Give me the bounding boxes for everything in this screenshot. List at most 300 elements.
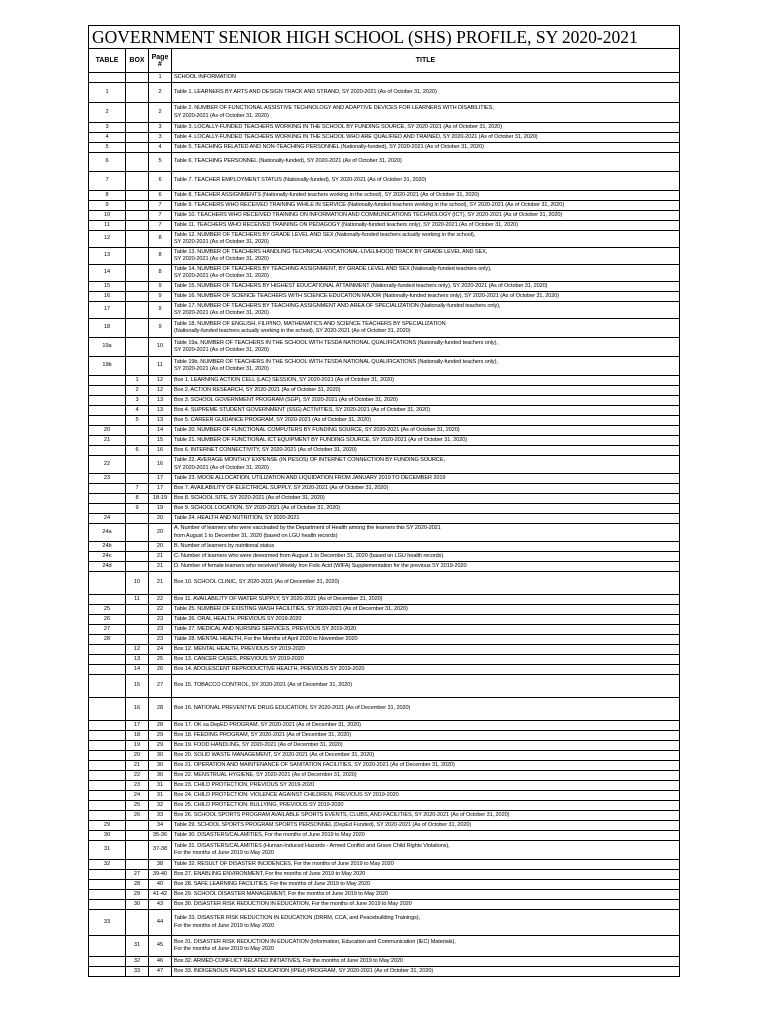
row-page-number: 34 xyxy=(149,821,172,831)
row-title: Box 6. INTERNET CONNECTIVITY, SY 2020-2021 (As of October 31, 2020) xyxy=(172,446,680,456)
row-table-number xyxy=(89,572,126,595)
row-box-number xyxy=(126,123,149,133)
row-box-number: 22 xyxy=(126,771,149,781)
row-table-number xyxy=(89,645,126,655)
row-box-number: 9 xyxy=(126,504,149,514)
table-row xyxy=(89,801,680,811)
row-table-number: 2 xyxy=(89,103,126,123)
row-page-number: 19 xyxy=(149,504,172,514)
table-row xyxy=(89,572,680,595)
row-page-number: 41-42 xyxy=(149,890,172,900)
row-table-number: 19b xyxy=(89,357,126,376)
table-row xyxy=(89,338,680,357)
table-row xyxy=(89,357,680,376)
row-title: Table 12. NUMBER OF TEACHERS BY GRADE LEVEL AND SEX (Nationally-funded teachers actually working in the school), SY 2020-2021 (As of October 31, 2020) xyxy=(172,231,680,248)
row-table-number xyxy=(89,73,126,83)
row-title: Table 15. NUMBER OF TEACHERS BY HIGHEST EDUCATIONAL ATTAINMENT (Nationally-funded teachers only), SY 2020-2021 (As of October 31, 2020) xyxy=(172,282,680,292)
row-page-number: 4 xyxy=(149,143,172,153)
header-title: TITLE xyxy=(172,49,680,73)
row-table-number: 9 xyxy=(89,201,126,211)
row-table-number: 8 xyxy=(89,191,126,201)
row-page-number: 1 xyxy=(149,73,172,83)
row-table-number: 29 xyxy=(89,821,126,831)
row-title: Box 12. MENTAL HEALTH, PREVIOUS SY 2019-2020 xyxy=(172,645,680,655)
row-page-number: 29 xyxy=(149,741,172,751)
row-title: Box 17. OK sa DepED PROGRAM, SY 2020-2021 (As of December 31, 2020) xyxy=(172,721,680,731)
row-box-number xyxy=(126,248,149,265)
row-table-number xyxy=(89,801,126,811)
row-title: Box 8. SCHOOL SITE, SY 2020-2021 (As of October 31, 2020) xyxy=(172,494,680,504)
row-box-number xyxy=(126,456,149,474)
row-page-number: 18-19 xyxy=(149,494,172,504)
row-box-number: 8 xyxy=(126,494,149,504)
table-row xyxy=(89,967,680,977)
row-table-number xyxy=(89,751,126,761)
row-box-number: 7 xyxy=(126,484,149,494)
row-page-number: 12 xyxy=(149,376,172,386)
row-table-number: 28 xyxy=(89,635,126,645)
row-title: Box 20. SOLID WASTE MANAGEMENT, SY 2020-2021 (As of December 31, 2020) xyxy=(172,751,680,761)
row-title: C. Number of learners who were dewormed from August 1 to December 31, 2020 (based on LGU health records) xyxy=(172,552,680,562)
row-page-number: 47 xyxy=(149,967,172,977)
row-table-number xyxy=(89,655,126,665)
row-title: Box 13. CANCER CASES, PREVIOUS SY 2019-2020 xyxy=(172,655,680,665)
table-row xyxy=(89,595,680,605)
table-row xyxy=(89,698,680,721)
table-row xyxy=(89,265,680,282)
row-box-number xyxy=(126,605,149,615)
row-box-number xyxy=(126,542,149,552)
row-table-number xyxy=(89,731,126,741)
row-table-number xyxy=(89,741,126,751)
row-table-number xyxy=(89,870,126,880)
row-box-number xyxy=(126,831,149,841)
table-row xyxy=(89,761,680,771)
row-box-number: 13 xyxy=(126,655,149,665)
table-row xyxy=(89,319,680,338)
row-box-number xyxy=(126,73,149,83)
row-box-number xyxy=(126,338,149,357)
row-table-number xyxy=(89,446,126,456)
row-table-number: 12 xyxy=(89,231,126,248)
row-table-number xyxy=(89,376,126,386)
row-title: Table 14. NUMBER OF TEACHERS BY TEACHING ASSIGNMENT, BY GRADE LEVEL AND SEX (Nationally-funded teachers only), SY 2020-2021 (As of October 31, 2020) xyxy=(172,265,680,282)
row-box-number: 18 xyxy=(126,731,149,741)
row-box-number: 24 xyxy=(126,791,149,801)
row-title: Table 6. TEACHING PERSONNEL (Nationally-funded), SY 2020-2021 (As of October 31, 2020) xyxy=(172,153,680,172)
table-row xyxy=(89,514,680,524)
row-title: Table 1. LEARNERS BY ARTS AND DESIGN TRACK AND STRAND, SY 2020-2021 (As of October 31, 2020) xyxy=(172,83,680,103)
row-page-number: 6 xyxy=(149,172,172,191)
table-row xyxy=(89,302,680,319)
row-table-number: 21 xyxy=(89,436,126,446)
header-row xyxy=(89,49,680,73)
table-row xyxy=(89,474,680,484)
table-row xyxy=(89,231,680,248)
row-title: Table 23. MOOE ALLOCATION, UTILIZATION AND LIQUIDATION FROM JANUARY 2019 TO DECEMBER 2019 xyxy=(172,474,680,484)
row-box-number xyxy=(126,172,149,191)
row-box-number xyxy=(126,83,149,103)
row-box-number xyxy=(126,910,149,936)
row-table-number xyxy=(89,484,126,494)
row-page-number: 23 xyxy=(149,615,172,625)
row-table-number: 15 xyxy=(89,282,126,292)
row-box-number xyxy=(126,221,149,231)
row-page-number: 14 xyxy=(149,426,172,436)
row-table-number xyxy=(89,900,126,910)
row-title: Box 21. OPERATION AND MAINTENANCE OF SANITATION FACILITIES, SY 2020-2021 (As of December 31, 2020) xyxy=(172,761,680,771)
row-table-number: 10 xyxy=(89,211,126,221)
row-box-number: 31 xyxy=(126,936,149,957)
row-page-number: 39-40 xyxy=(149,870,172,880)
row-page-number: 20 xyxy=(149,514,172,524)
row-table-number xyxy=(89,386,126,396)
row-page-number: 30 xyxy=(149,761,172,771)
row-title: Box 5. CAREER GUIDANCE PROGRAM, SY 2020-2021 (As of October 31, 2020) xyxy=(172,416,680,426)
row-table-number: 5 xyxy=(89,143,126,153)
table-row xyxy=(89,880,680,890)
row-page-number: 28 xyxy=(149,698,172,721)
row-table-number: 33 xyxy=(89,910,126,936)
table-row xyxy=(89,211,680,221)
row-page-number: 5 xyxy=(149,153,172,172)
table-row xyxy=(89,248,680,265)
table-row xyxy=(89,386,680,396)
table-row xyxy=(89,936,680,957)
row-box-number: 25 xyxy=(126,801,149,811)
row-page-number: 2 xyxy=(149,83,172,103)
table-row xyxy=(89,103,680,123)
row-title: Box 16. NATIONAL PREVENTIVE DRUG EDUCATION, SY 2020-2021 (As of December 31, 2020) xyxy=(172,698,680,721)
row-title: Table 13. NUMBER OF TEACHERS HANDLING TECHNICAL-VOCATIONAL-LIVELIHOOD TRACK BY GRADE LEVEL AND SEX, SY 2020-2021 (As of October 31, 2020) xyxy=(172,248,680,265)
row-page-number: 17 xyxy=(149,474,172,484)
table-row xyxy=(89,143,680,153)
row-title: Box 22. MENSTRUAL HYGIENE, SY 2020-2021 (As of December 31, 2020) xyxy=(172,771,680,781)
row-box-number xyxy=(126,357,149,376)
row-table-number xyxy=(89,781,126,791)
row-page-number: 10 xyxy=(149,338,172,357)
row-page-number: 38 xyxy=(149,860,172,870)
table-row xyxy=(89,841,680,860)
table-row xyxy=(89,172,680,191)
row-table-number: 26 xyxy=(89,615,126,625)
row-title: Table 5. TEACHING RELATED AND NON-TEACHING PERSONNEL (Nationally-funded), SY 2020-2021 (As of October 31, 2020) xyxy=(172,143,680,153)
row-title: B. Number of learners by nutritional status xyxy=(172,542,680,552)
row-page-number: 35-36 xyxy=(149,831,172,841)
header-page: Page # xyxy=(149,49,172,73)
row-page-number: 37-38 xyxy=(149,841,172,860)
row-page-number: 13 xyxy=(149,416,172,426)
row-page-number: 27 xyxy=(149,675,172,698)
row-title: Box 25. CHILD PROTECTION: BULLYING, PREVIOUS SY 2019-2020 xyxy=(172,801,680,811)
row-page-number: 21 xyxy=(149,572,172,595)
row-table-number: 23 xyxy=(89,474,126,484)
table-row xyxy=(89,484,680,494)
row-box-number xyxy=(126,841,149,860)
row-page-number: 8 xyxy=(149,248,172,265)
row-table-number: 3 xyxy=(89,123,126,133)
row-box-number: 23 xyxy=(126,781,149,791)
row-title: Box 11. AVAILABILITY OF WATER SUPPLY, SY 2020-2021 (As of December 31, 2020) xyxy=(172,595,680,605)
row-title: Box 4. SUPREME STUDENT GOVERNMENT (SSG) ACTIVITIES, SY 2020-2021 (As of October 31, 2020) xyxy=(172,406,680,416)
row-table-number xyxy=(89,761,126,771)
row-title: Table 20. NUMBER OF FUNCTIONAL COMPUTERS BY FUNDING SOURCE, SY 2020-2021 (As of October 31, 2020) xyxy=(172,426,680,436)
row-page-number: 7 xyxy=(149,201,172,211)
row-box-number xyxy=(126,821,149,831)
row-box-number xyxy=(126,514,149,524)
row-page-number: 24 xyxy=(149,645,172,655)
row-table-number: 24b xyxy=(89,542,126,552)
row-table-number xyxy=(89,698,126,721)
row-page-number: 13 xyxy=(149,396,172,406)
row-title: A. Number of learners who were vaccinated by the Department of Health among the learners this SY 2020-2021 from August 1 to December 31, 2020 (based on LGU health records) xyxy=(172,524,680,542)
row-table-number: 24d xyxy=(89,562,126,572)
document-title: GOVERNMENT SENIOR HIGH SCHOOL (SHS) PROFILE, SY 2020-2021 xyxy=(88,25,680,48)
row-page-number: 33 xyxy=(149,811,172,821)
row-title: Box 15. TOBACCO CONTROL, SY 2020-2021 (As of December 31, 2020) xyxy=(172,675,680,698)
row-title: Table 4. LOCALLY-FUNDED TEACHERS WORKING IN THE SCHOOL WHO ARE QUALIFIED AND TRAINED, SY 2020-2021 (As of October 31, 2020) xyxy=(172,133,680,143)
row-table-number: 14 xyxy=(89,265,126,282)
row-page-number: 30 xyxy=(149,771,172,781)
row-page-number: 29 xyxy=(149,731,172,741)
row-title: Table 3. LOCALLY-FUNDED TEACHERS WORKING IN THE SCHOOL BY FUNDING SOURCE, SY 2020-2021 (As of October 31, 2020) xyxy=(172,123,680,133)
row-box-number xyxy=(126,133,149,143)
row-title: Box 23. CHILD PROTECTION, PREVIOUS SY 2019-2020 xyxy=(172,781,680,791)
row-table-number: 4 xyxy=(89,133,126,143)
row-title: Table 19b. NUMBER OF TEACHERS IN THE SCHOOL WITH TESDA NATIONAL QUALIFICATIONS (Nationally-funded teachers only), SY 2020-2021 (As of October 31, 2020) xyxy=(172,357,680,376)
row-page-number: 9 xyxy=(149,282,172,292)
row-page-number: 40 xyxy=(149,880,172,890)
row-table-number xyxy=(89,396,126,406)
row-table-number xyxy=(89,791,126,801)
row-title: Table 7. TEACHER EMPLOYMENT STATUS (Nationally-funded), SY 2020-2021 (As of October 31, 2020) xyxy=(172,172,680,191)
table-row xyxy=(89,376,680,386)
table-row xyxy=(89,416,680,426)
row-title: Box 29. SCHOOL DISASTER MANAGEMENT, For the months of June 2019 to May 2020 xyxy=(172,890,680,900)
row-page-number: 31 xyxy=(149,781,172,791)
row-box-number xyxy=(126,552,149,562)
row-table-number xyxy=(89,957,126,967)
document-sheet xyxy=(88,25,680,977)
row-table-number xyxy=(89,406,126,416)
row-box-number xyxy=(126,615,149,625)
row-box-number xyxy=(126,426,149,436)
row-page-number: 7 xyxy=(149,211,172,221)
row-page-number: 31 xyxy=(149,791,172,801)
table-row xyxy=(89,791,680,801)
table-row xyxy=(89,133,680,143)
table-row xyxy=(89,870,680,880)
row-title: Box 3. SCHOOL GOVERNMENT PROGRAM (SGP), SY 2020-2021 (As of October 31, 2020) xyxy=(172,396,680,406)
row-title: Table 27. MEDICAL AND NURSING SERVICES, PREVIOUS SY 2019-2020 xyxy=(172,625,680,635)
row-page-number: 12 xyxy=(149,386,172,396)
table-row xyxy=(89,123,680,133)
row-box-number: 12 xyxy=(126,645,149,655)
row-table-number: 31 xyxy=(89,841,126,860)
row-box-number xyxy=(126,860,149,870)
row-box-number xyxy=(126,201,149,211)
row-box-number xyxy=(126,265,149,282)
row-title: Table 17. NUMBER OF TEACHERS BY TEACHING ASSIGNMENT AND AREA OF SPECIALIZATION (Nationally-funded teachers only), SY 2020-2021 (As of October 31, 2020) xyxy=(172,302,680,319)
table-row xyxy=(89,731,680,741)
row-box-number: 19 xyxy=(126,741,149,751)
row-table-number: 32 xyxy=(89,860,126,870)
row-page-number: 3 xyxy=(149,123,172,133)
row-page-number: 32 xyxy=(149,801,172,811)
table-row xyxy=(89,771,680,781)
row-page-number: 22 xyxy=(149,605,172,615)
row-title: Box 10. SCHOOL CLINIC, SY 2020-2021 (As of December 31, 2020) xyxy=(172,572,680,595)
row-box-number: 4 xyxy=(126,406,149,416)
row-page-number: 9 xyxy=(149,292,172,302)
row-box-number xyxy=(126,436,149,446)
row-title: Box 18. FEEDING PROGRAM, SY 2020-2021 (As of December 31, 2020) xyxy=(172,731,680,741)
row-page-number: 15 xyxy=(149,436,172,446)
table-row xyxy=(89,201,680,211)
table-row xyxy=(89,655,680,665)
row-box-number xyxy=(126,292,149,302)
table-row xyxy=(89,406,680,416)
row-page-number: 45 xyxy=(149,936,172,957)
row-title: Table 30. DISASTERS/CALAMITIES, For the months of June 2019 to May 2020 xyxy=(172,831,680,841)
table-row xyxy=(89,625,680,635)
row-page-number: 17 xyxy=(149,484,172,494)
table-row xyxy=(89,675,680,698)
table-row xyxy=(89,292,680,302)
row-box-number: 3 xyxy=(126,396,149,406)
row-title: SCHOOL INFORMATION xyxy=(172,73,680,83)
row-box-number: 1 xyxy=(126,376,149,386)
row-title: Table 11. TEACHERS WHO RECEIVED TRAINING ON PEDAGOGY (Nationally-funded teachers only), SY 2020-2021 (As of October 31, 2020) xyxy=(172,221,680,231)
row-box-number: 26 xyxy=(126,811,149,821)
table-row xyxy=(89,957,680,967)
table-row xyxy=(89,83,680,103)
row-box-number: 6 xyxy=(126,446,149,456)
row-title: Table 18. NUMBER OF ENGLISH, FILIPINO, MATHEMATICS AND SCIENCE TEACHERS BY SPECIALIZATION (Nationally-funded teachers actually working in the school), SY 2020-2021 (As of October 31, 2020) xyxy=(172,319,680,338)
row-title: Box 9. SCHOOL LOCATION, SY 2020-2021 (As of October 31, 2020) xyxy=(172,504,680,514)
row-title: Table 10. TEACHERS WHO RECEIVED TRAINING ON INFORMATION AND COMMUNICATIONS TECHNOLOGY (ICT), SY 2020-2021 (As of October 31, 2020) xyxy=(172,211,680,221)
table-row xyxy=(89,751,680,761)
row-title: Table 28. MENTAL HEALTH, For the Months of April 2020 to November 2020 xyxy=(172,635,680,645)
row-title: Table 29. SCHOOL SPORTS PROGRAM SPORTS PERSONNEL (DepEd Funded), SY 2020-2021 (As of October 31, 2020) xyxy=(172,821,680,831)
row-title: Box 26. SCHOOL SPORTS PROGRAM AVAILABLE SPORTS EVENTS, CLUBS, AND FACILITIES, SY 2020-2021 (As of October 31, 2020) xyxy=(172,811,680,821)
row-page-number: 28 xyxy=(149,721,172,731)
row-title: Table 16. NUMBER OF SCIENCE TEACHERS WITH SCIENCE EDUCATION MAJOR (Nationally-funded teachers only), SY 2020-2021 (As of October 31, 2020) xyxy=(172,292,680,302)
row-table-number xyxy=(89,890,126,900)
row-table-number: 20 xyxy=(89,426,126,436)
row-table-number: 1 xyxy=(89,83,126,103)
contents-body xyxy=(89,73,680,977)
row-box-number xyxy=(126,282,149,292)
row-title: Box 28. SAFE LEARNING FACILITIES, For the months of June 2019 to May 2020 xyxy=(172,880,680,890)
table-row xyxy=(89,396,680,406)
row-title: D. Number of female learners who received Weekly Iron Folic Acid (WIFA) Supplementation for the previous SY 2019-2020 xyxy=(172,562,680,572)
table-row xyxy=(89,635,680,645)
row-table-number xyxy=(89,811,126,821)
table-row xyxy=(89,615,680,625)
row-box-number: 27 xyxy=(126,870,149,880)
row-box-number xyxy=(126,191,149,201)
row-page-number: 6 xyxy=(149,191,172,201)
row-box-number xyxy=(126,625,149,635)
row-title: Box 32. ARMED-CONFLICT RELATED INITIATIVES, For the months of June 2019 to May 2020 xyxy=(172,957,680,967)
row-title: Box 7. AVAILABILITY OF ELECTRICAL SUPPLY, SY 2020-2021 (As of October 31, 2020) xyxy=(172,484,680,494)
row-box-number: 29 xyxy=(126,890,149,900)
row-table-number: 13 xyxy=(89,248,126,265)
table-row xyxy=(89,721,680,731)
row-box-number: 28 xyxy=(126,880,149,890)
row-title: Box 2. ACTION RESEARCH, SY 2020-2021 (As of October 31, 2020) xyxy=(172,386,680,396)
row-page-number: 2 xyxy=(149,103,172,123)
table-row xyxy=(89,221,680,231)
row-table-number xyxy=(89,665,126,675)
row-box-number: 33 xyxy=(126,967,149,977)
row-page-number: 9 xyxy=(149,319,172,338)
row-table-number: 22 xyxy=(89,456,126,474)
row-page-number: 21 xyxy=(149,562,172,572)
row-box-number xyxy=(126,562,149,572)
row-table-number: 11 xyxy=(89,221,126,231)
row-box-number: 30 xyxy=(126,900,149,910)
table-row xyxy=(89,446,680,456)
row-page-number: 16 xyxy=(149,446,172,456)
row-table-number xyxy=(89,504,126,514)
row-page-number: 44 xyxy=(149,910,172,936)
table-row xyxy=(89,605,680,615)
row-table-number xyxy=(89,675,126,698)
table-row xyxy=(89,910,680,936)
row-page-number: 16 xyxy=(149,456,172,474)
row-title: Box 1. LEARNING ACTION CELL (LAC) SESSION, SY 2020-2021 (As of October 31, 2020) xyxy=(172,376,680,386)
row-title: Table 25. NUMBER OF EXISTING WASH FACILITIES, SY 2020-2021 (As of December 31, 2020) xyxy=(172,605,680,615)
row-page-number: 13 xyxy=(149,406,172,416)
table-row xyxy=(89,860,680,870)
row-title: Table 2. NUMBER OF FUNCTIONAL ASSISTIVE TECHNOLOGY AND ADAPTIVE DEVICES FOR LEARNERS WITH DISABILITIES, SY 2020-2021 (As of October 31, 2020) xyxy=(172,103,680,123)
table-row xyxy=(89,456,680,474)
row-box-number: 11 xyxy=(126,595,149,605)
row-box-number: 5 xyxy=(126,416,149,426)
row-table-number: 16 xyxy=(89,292,126,302)
table-row xyxy=(89,741,680,751)
row-page-number: 26 xyxy=(149,665,172,675)
row-title: Box 14. ADOLESCENT REPRODUCTIVE HEALTH, PREVIOUS SY 2019-2020 xyxy=(172,665,680,675)
row-box-number xyxy=(126,231,149,248)
row-page-number: 23 xyxy=(149,635,172,645)
row-table-number: 17 xyxy=(89,302,126,319)
table-row xyxy=(89,153,680,172)
row-box-number: 14 xyxy=(126,665,149,675)
row-page-number: 7 xyxy=(149,221,172,231)
table-row xyxy=(89,831,680,841)
row-table-number xyxy=(89,967,126,977)
row-box-number: 17 xyxy=(126,721,149,731)
row-page-number: 8 xyxy=(149,265,172,282)
row-box-number: 16 xyxy=(126,698,149,721)
table-row xyxy=(89,890,680,900)
row-title: Box 30. DISASTER RISK REDUCTION IN EDUCATION, For the months of June 2019 to May 2020 xyxy=(172,900,680,910)
row-table-number xyxy=(89,721,126,731)
row-title: Box 27. ENABLING ENVIRONMENT, For the months of June 2019 to May 2020 xyxy=(172,870,680,880)
row-table-number: 25 xyxy=(89,605,126,615)
header-table: TABLE xyxy=(89,49,126,73)
row-box-number xyxy=(126,635,149,645)
row-box-number xyxy=(126,302,149,319)
table-row xyxy=(89,811,680,821)
row-box-number: 2 xyxy=(126,386,149,396)
row-title: Box 31. DISASTER RISK REDUCTION IN EDUCATION (Information, Education and Communication (IEC) Materials), For the months of June 2019 to May 2020 xyxy=(172,936,680,957)
row-table-number: 27 xyxy=(89,625,126,635)
row-title: Table 19a. NUMBER OF TEACHERS IN THE SCHOOL WITH TESDA NATIONAL QUALIFICATIONS (Nationally-funded teachers only), SY 2020-2021 (As of October 31, 2020) xyxy=(172,338,680,357)
